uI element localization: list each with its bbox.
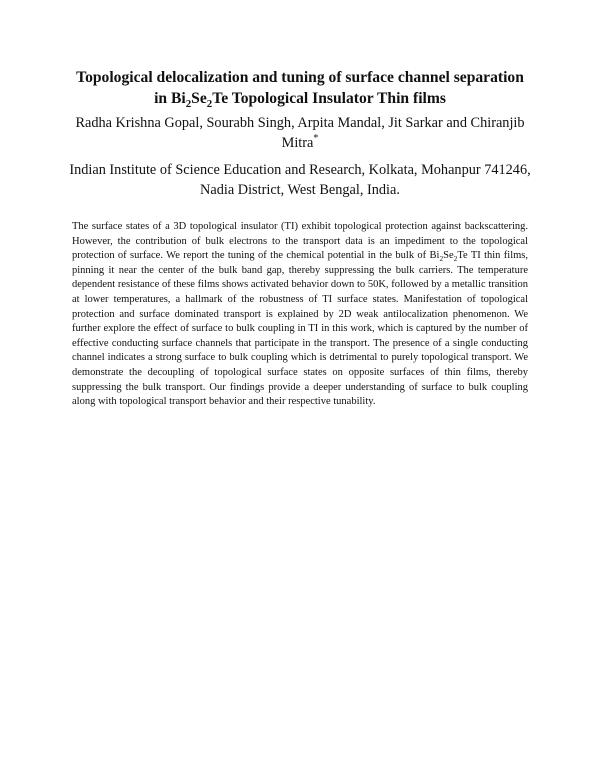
title-subscript-1: 2 — [185, 98, 192, 111]
abstract-subscript-1: 2 — [439, 254, 444, 264]
title-line-1: Topological delocalization and tuning of surface channel separation — [76, 69, 524, 86]
title-line-2-mid: Se — [191, 90, 207, 107]
affiliation-line-2: Nadia District, West Bengal, India. — [200, 182, 400, 198]
abstract-part-1: The surface states of a 3D topological insulator (TI) exhibit topological protection against backscattering. However, the contribution of bulk electrons to the transport data is an impediment to the topological protection of surface. We report the tuning of the chemical potential in the bulk of Bi — [72, 221, 528, 262]
abstract-paragraph — [72, 220, 528, 410]
author-names: Radha Krishna Gopal, Sourabh Singh, Arpita Mandal, Jit Sarkar and Chiranjib Mitra — [75, 115, 525, 151]
paper-title — [60, 67, 540, 109]
author-list — [60, 113, 540, 153]
abstract-part-2: Te TI thin films, pinning it near the center of the bulk band gap, thereby suppressing the bulk carriers. The temperature dependent resistance of these films shows activated behavior down to 50K, followed by a metallic transition at lower temperatures, a hallmark of the robustness of TI surface states. Manifestation of topological protection and surface dominated transport is explained by 2D weak antilocalization phenomenon. We further explore the effect of surface to bulk coupling in TI in this work, which is captured by the number of effective conducting surface channels that participate in the transport. The presence of a single conducting channel indicates a strong surface to bulk coupling which is detrimental to purely topological transport. We demonstrate the decoupling of topological surface states on opposite surfaces of thin films, thereby suppressing the bulk transport. Our findings provide a deeper understanding of surface to bulk coupling along with topological transport behavior and their respective tunability. — [72, 250, 528, 408]
title-subscript-2: 2 — [206, 98, 213, 111]
affiliation — [60, 160, 540, 200]
abstract-mid: Se — [443, 250, 454, 262]
title-line-2-suffix: Te Topological Insulator Thin films — [212, 90, 446, 107]
corresponding-author-marker: * — [313, 133, 319, 145]
title-line-2-prefix: in Bi — [154, 90, 186, 107]
affiliation-line-1: Indian Institute of Science Education and Research, Kolkata, Mohanpur 741246, — [69, 162, 531, 178]
abstract-subscript-2: 2 — [453, 254, 458, 264]
